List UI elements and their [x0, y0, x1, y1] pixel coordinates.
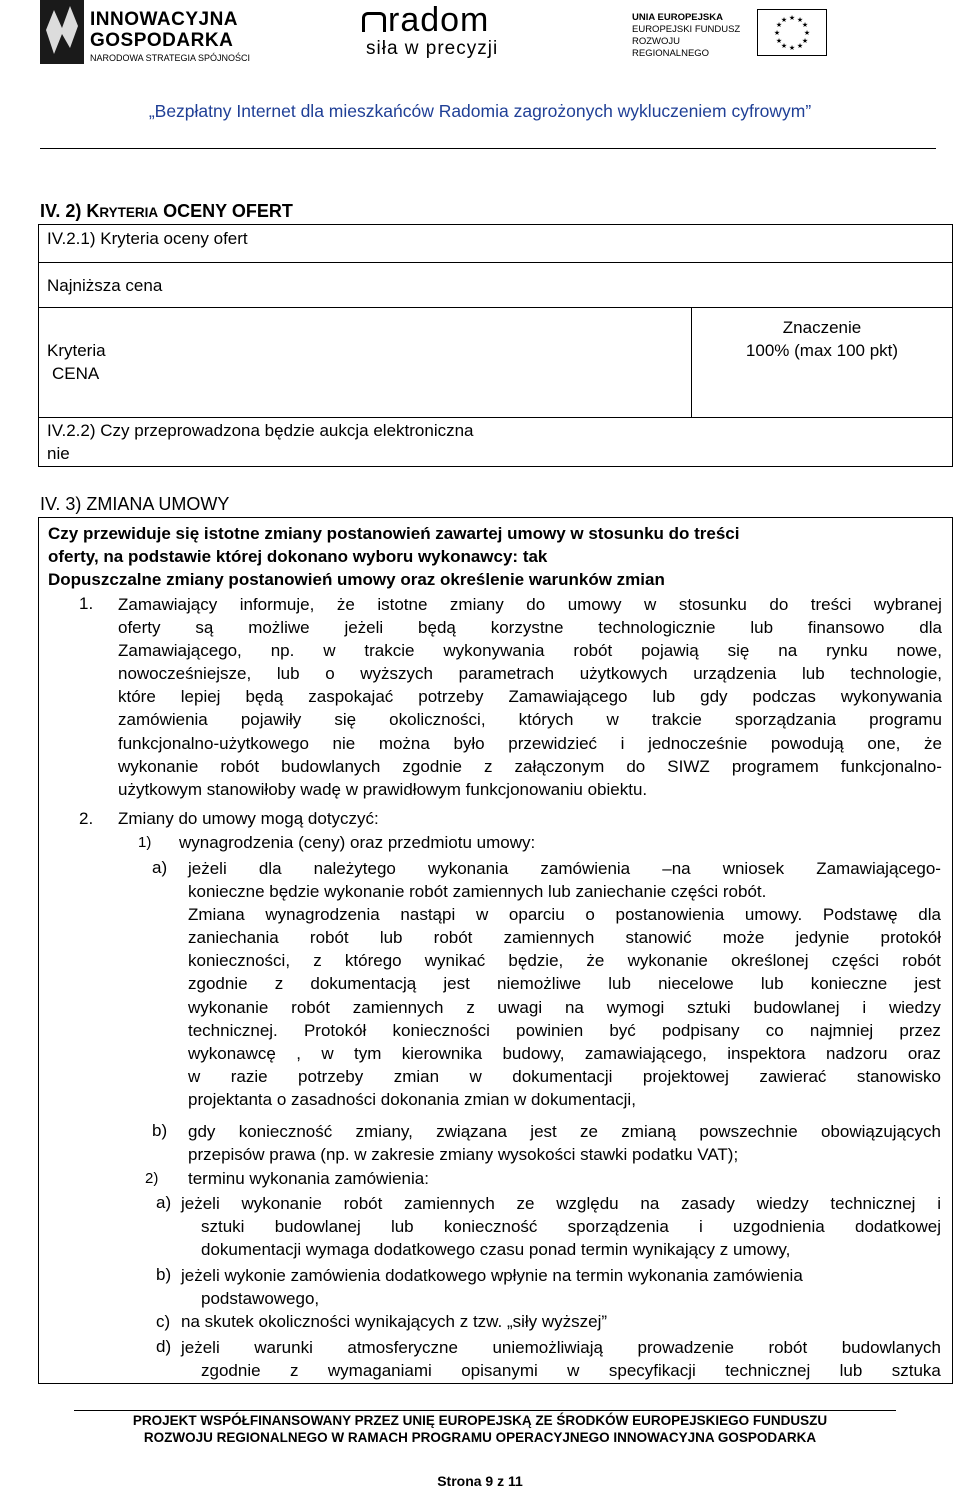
auction-question: IV.2.2) Czy przeprowadzona będzie aukcja elektroniczna	[47, 421, 474, 440]
svg-text:★: ★	[801, 21, 809, 29]
point-1-paragraph	[118, 593, 942, 801]
svg-text:★: ★	[775, 21, 783, 29]
changes-question-line2: oferty, na podstawie której dokonano wyboru wykonawcy: tak	[48, 547, 548, 566]
header-divider	[40, 148, 936, 149]
paragraph-line: które lepiej będą zaspokajać potrzeby Zamawiającego lub gdy podczas wykonywania	[118, 687, 942, 707]
ig-logo-line2: GOSPODARKA	[90, 30, 234, 51]
radom-mark-icon	[362, 12, 386, 32]
subpoint-1-text: wynagrodzenia (ceny) oraz przedmiotu umowy:	[179, 833, 536, 852]
svg-text:★: ★	[780, 16, 788, 24]
price-criterion: CENA	[52, 364, 100, 383]
changes-question-line1: Czy przewiduje się istotne zmiany postanowień zawartej umowy w stosunku do treści	[48, 524, 740, 543]
item-a-label: a)	[152, 858, 168, 877]
item-b-label: b)	[152, 1121, 168, 1140]
svg-text:★: ★	[801, 37, 809, 45]
paragraph-line: konieczności, z którego wynikać będzie, że wykonanie określonej części robót	[188, 951, 941, 971]
svg-text:★: ★	[796, 16, 804, 24]
paragraph-line: zamówienia pojawiły się okoliczności, których w trakcie sporządzania programu	[118, 710, 942, 730]
point-2-text: Zmiany do umowy mogą dotyczyć:	[118, 809, 379, 828]
item-b-paragraph	[188, 1120, 941, 1166]
weight-value: 100% (max 100 pkt)	[745, 341, 899, 360]
ue-logo-line1: UNIA EUROPEJSKA	[632, 12, 723, 23]
footer-line1: PROJEKT WSPÓŁFINANSOWANY PRZEZ UNIĘ EUROPEJSKĄ ZE ŚRODKÓW EUROPEJSKIEGO FUNDUSZU	[132, 1413, 828, 1428]
paragraph-line: w razie potrzeby zmian w dokumentacji projektowej zawierać stanowisko	[188, 1066, 941, 1086]
footer-divider	[74, 1410, 896, 1411]
paragraph-line: sztuki budowlanej lub konieczność sporządzenia i uzgodnienia dodatkowej	[201, 1217, 941, 1237]
subpoint-2-text: terminu wykonania zamówienia:	[188, 1169, 429, 1188]
svg-text:★: ★	[788, 14, 796, 22]
footer-line2: ROZWOJU REGIONALNEGO W RAMACH PROGRAMU OPERACYJNEGO INNOWACYJNA GOSPODARKA	[143, 1430, 817, 1445]
paragraph-line: Zamawiającego, np. w trakcie wykonywania robót pojawią się na rynku nowe,	[118, 641, 942, 661]
paragraph-line: jeżeli dla należytego wykonania zamówienia –na wniosek Zamawiającego-	[188, 859, 941, 878]
paragraph-line: zgodnie z dokumentacją jest niemożliwe lub niecelowe lub konieczne jest	[188, 974, 941, 994]
ue-logo-text	[632, 12, 754, 60]
paragraph-line: użytkowym stanowiłoby wadę w prawidłowym funkcjonowaniu obiektu.	[118, 779, 648, 799]
page-number: Strona 9 z 11	[437, 1473, 523, 1489]
term-d-paragraph	[181, 1336, 941, 1382]
radom-logo	[362, 1, 532, 62]
auction-answer: nie	[47, 444, 70, 463]
divider	[38, 417, 953, 418]
divider	[38, 307, 953, 308]
subpoint-1-number: 1)	[138, 834, 152, 851]
innowacyjna-gospodarka-logo	[40, 0, 260, 64]
point-1-number: 1.	[79, 594, 94, 613]
paragraph-line: Zmiana wynagrodzenia nastąpi w oparciu o postanowienia umowy. Podstawę dla	[188, 905, 941, 925]
allowed-changes-heading: Dopuszczalne zmiany postanowień umowy oraz określenie warunków zmian	[48, 570, 665, 589]
paragraph-line: jeżeli wykonanie robót zamiennych ze względu na zasady wiedzy technicznej i	[181, 1194, 941, 1213]
ue-logo-line2: EUROPEJSKI FUNDUSZ	[632, 24, 741, 35]
svg-text:★: ★	[775, 37, 783, 45]
term-d-label: d)	[156, 1337, 172, 1356]
radom-logo-word: radom	[388, 1, 490, 39]
paragraph-line: nowocześniejsze, lub o wyższych parametrach użytkowych urządzenia lub technologie,	[118, 664, 942, 684]
eu-flag-icon	[757, 9, 827, 56]
criteria-label: Kryteria	[47, 341, 106, 360]
svg-text:★: ★	[773, 29, 781, 37]
radom-logo-sub: siła w precyzji	[366, 38, 499, 59]
svg-text:★: ★	[796, 42, 804, 50]
term-a-label: a)	[156, 1193, 172, 1212]
criteria-subheading: IV.2.1) Kryteria oceny ofert	[47, 229, 248, 248]
paragraph-line: Zamawiający informuje, że istotne zmiany do umowy w stosunku do treści wybranej	[118, 595, 942, 614]
project-tagline: „Bezpłatny Internet dla mieszkańców Radomia zagrożonych wykluczeniem cyfrowym”	[148, 101, 812, 121]
paragraph-line: konieczne będzie wykonanie robót zamiennych lub zaniechanie części robót.	[188, 882, 767, 902]
item-a-paragraph	[188, 857, 941, 1111]
paragraph-line: gdy konieczność zmiany, związana jest ze zmianą powszechnie obowiązujących	[188, 1122, 941, 1141]
term-c-text: na skutek okoliczności wynikających z tzw. „siły wyższej”	[181, 1312, 608, 1331]
ig-logo-line1: INNOWACYJNA	[90, 9, 239, 30]
paragraph-line: dokumentacji wymaga dodatkowego czasu ponad termin wynikający z umowy,	[201, 1240, 791, 1260]
paragraph-line: zgodnie z wymaganiami opisanymi w specyfikacji technicznej lub sztuka	[201, 1361, 941, 1381]
section-iv3-title: IV. 3) ZMIANA UMOWY	[40, 494, 230, 514]
ig-flag-icon	[40, 0, 84, 64]
paragraph-line: podstawowego,	[201, 1289, 320, 1309]
ue-logo-line3: ROZWOJU REGIONALNEGO	[632, 36, 710, 59]
section-iv2-title: IV. 2) KRYTERIA OCENY OFERT	[40, 201, 293, 221]
subpoint-2-number: 2)	[145, 1170, 159, 1187]
paragraph-line: projektanta o zasadności dokonania zmian w dokumentacji,	[188, 1089, 636, 1109]
divider	[38, 262, 953, 263]
paragraph-line: technicznej. Protokół konieczności powinien być podpisany co najmniej przez	[188, 1020, 941, 1040]
lowest-price-text: Najniższa cena	[47, 276, 163, 295]
paragraph-line: jeżeli warunki atmosferyczne uniemożliwiają prowadzenie robót budowlanych	[181, 1338, 941, 1357]
svg-text:★: ★	[803, 29, 811, 37]
weight-label: Znaczenie	[782, 318, 862, 337]
paragraph-line: wykonawcę , w tym kierownika budowy, zamawiającego, inspektora nadzoru oraz	[188, 1043, 941, 1063]
term-c-label: c)	[156, 1312, 171, 1331]
paragraph-line: oferty są możliwe jeżeli będą korzystne technologicznie lub finansowo dla	[118, 618, 942, 638]
term-a-paragraph	[181, 1192, 941, 1261]
paragraph-line: wykonanie robót zamiennych z uwagi na wymogi sztuki budowlanej i wiedzy	[188, 997, 941, 1017]
paragraph-line: przepisów prawa (np. w zakresie zmiany wysokości stawki podatku VAT);	[188, 1145, 739, 1165]
point-2-number: 2.	[79, 809, 94, 828]
ig-logo-line3: NARODOWA STRATEGIA SPÓJNOŚCI	[90, 53, 251, 63]
svg-text:★: ★	[788, 44, 796, 52]
paragraph-line: funkcjonalno-użytkowego nie można było przewidzieć i jednocześnie powodują one, że	[118, 733, 942, 753]
term-b-label: b)	[156, 1265, 172, 1284]
paragraph-line: zaniechania robót lub robót zamiennych stanowić może jedynie protokół	[188, 928, 941, 948]
paragraph-line: wykonanie robót budowlanych zgodnie z załączonym do SIWZ programem funkcjonalno-	[118, 756, 942, 776]
term-b-paragraph	[181, 1264, 941, 1310]
paragraph-line: jeżeli wykonie zamówienia dodatkowego wpłynie na termin wykonania zamówienia	[181, 1266, 803, 1285]
svg-text:★: ★	[780, 42, 788, 50]
